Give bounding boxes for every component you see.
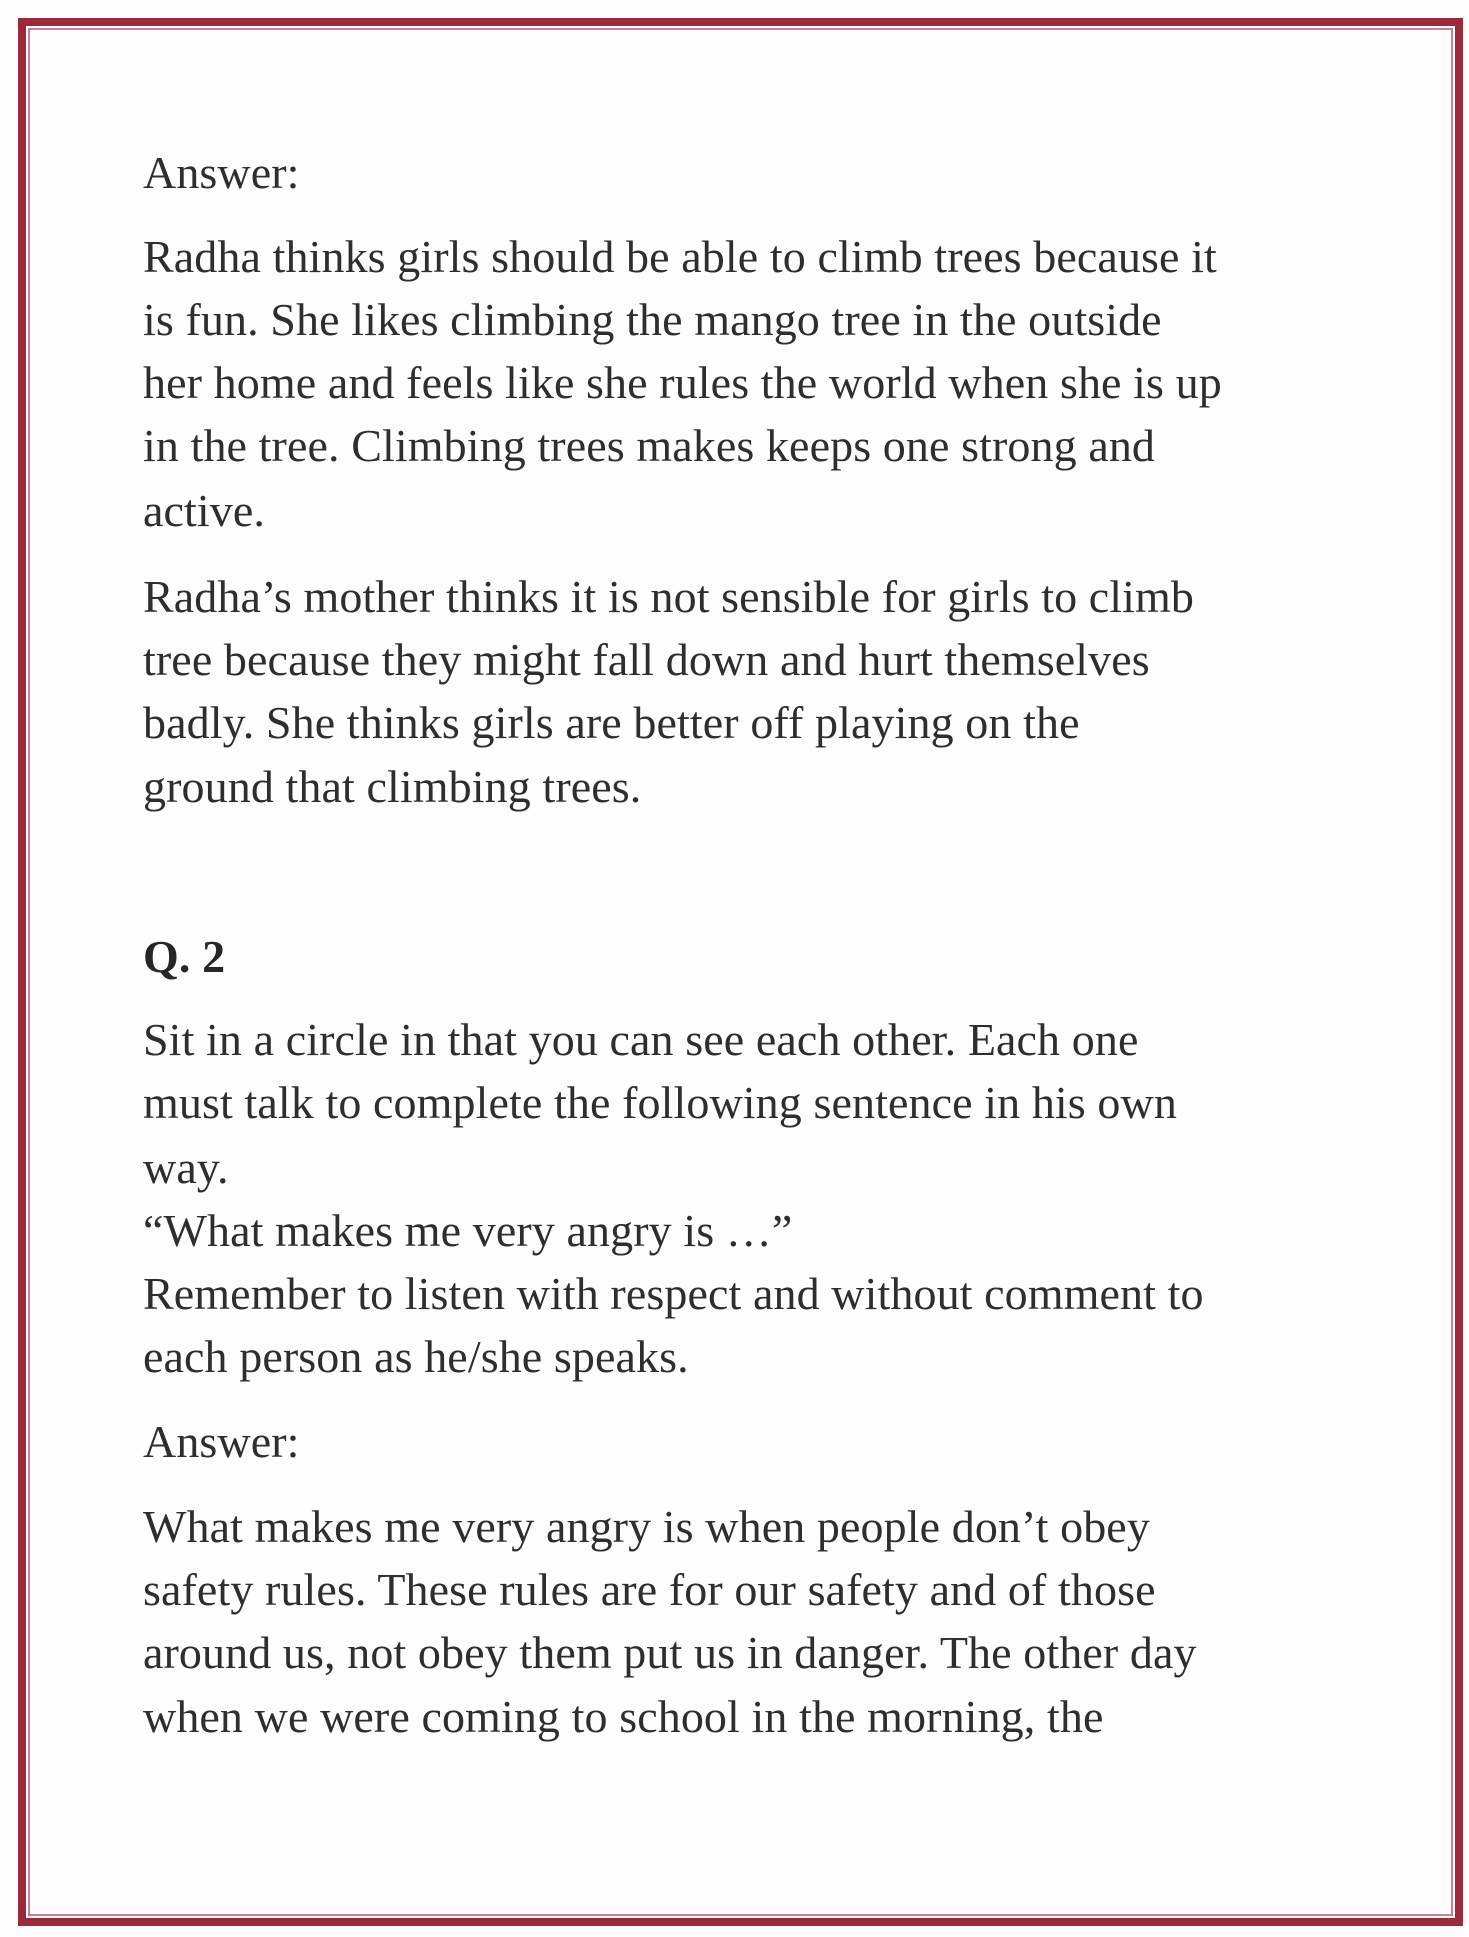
question-number: Q. 2 — [143, 931, 226, 982]
question2-line: must talk to complete the following sentence in his own — [143, 1077, 1177, 1128]
answer2-line: What makes me very angry is when people don’t obey — [143, 1501, 1150, 1552]
answer2-line: safety rules. These rules are for our safety and of those — [143, 1564, 1156, 1615]
answer1-para2-line: tree because they might fall down and hurt themselves — [143, 634, 1150, 685]
answer2-line: when we were coming to school in the morning, the — [143, 1691, 1104, 1742]
question2-line: way. — [143, 1142, 229, 1193]
question2-line: Sit in a circle in that you can see each other. Each one — [143, 1014, 1139, 1065]
answer1-para2-line: Radha’s mother thinks it is not sensible for girls to climb — [143, 571, 1195, 622]
question2-quote-line: “What makes me very angry is …” — [143, 1205, 793, 1256]
answer1-para2-line: ground that climbing trees. — [143, 761, 642, 812]
answer1-para1-line: Radha thinks girls should be able to climb trees because it — [143, 231, 1217, 282]
question2-line: each person as he/she speaks. — [143, 1331, 689, 1382]
answer2-line: around us, not obey them put us in danger. The other day — [143, 1627, 1197, 1678]
answer1-para1-line: in the tree. Climbing trees makes keeps one strong and — [143, 420, 1156, 471]
answer1-para1-line: is fun. She likes climbing the mango tree in the outside — [143, 294, 1162, 345]
answer1-para1-line: active. — [143, 485, 266, 536]
answer1-para1-line: her home and feels like she rules the world when she is up — [143, 357, 1222, 408]
answer-label: Answer: — [143, 147, 300, 198]
answer1-para2-line: badly. She thinks girls are better off playing on the — [143, 697, 1080, 748]
question2-line: Remember to listen with respect and without comment to — [143, 1268, 1204, 1319]
answer-label: Answer: — [143, 1416, 300, 1467]
